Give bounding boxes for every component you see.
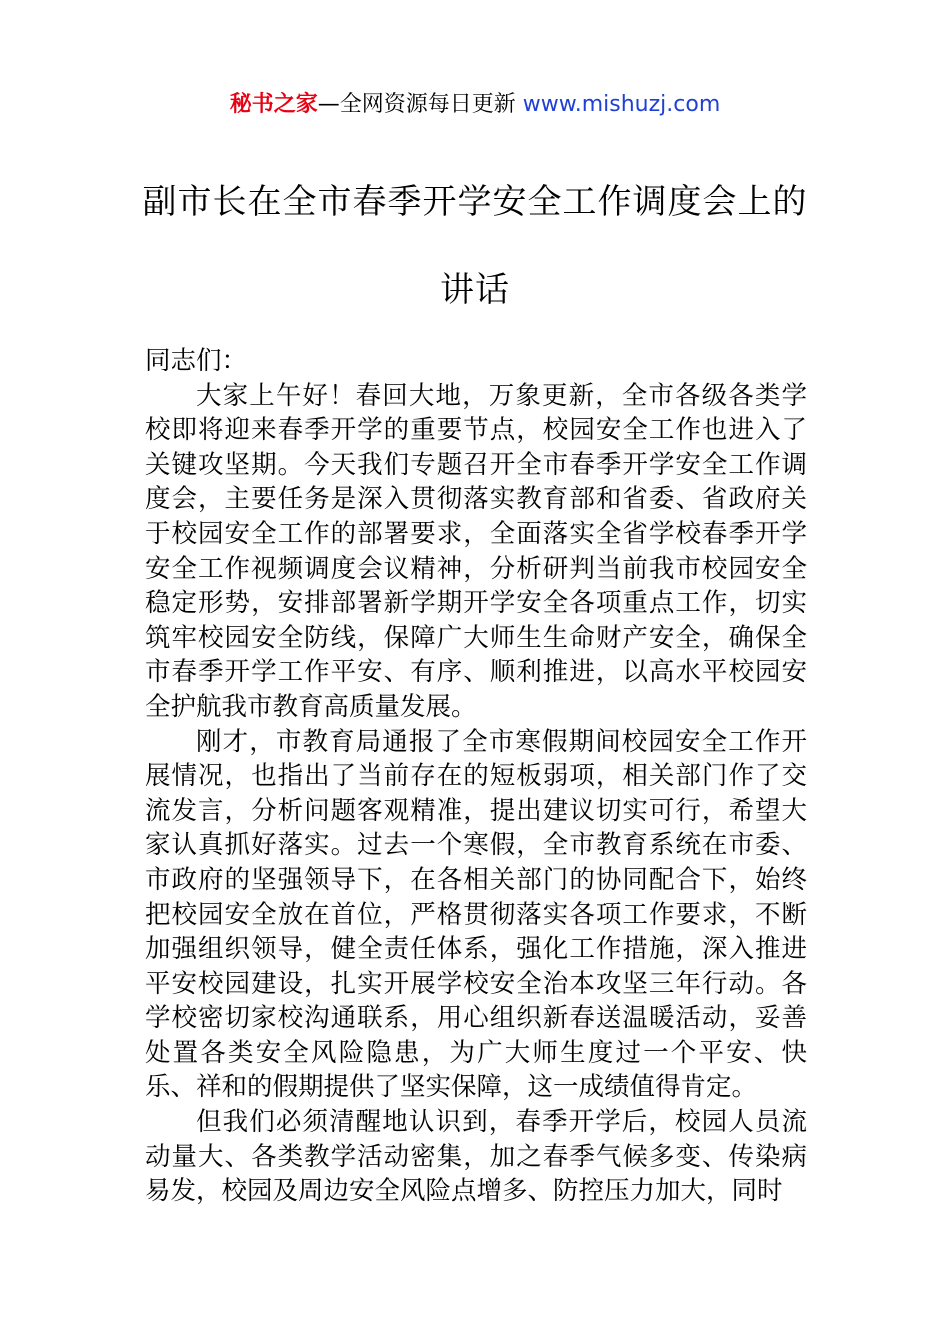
site-header — [0, 88, 950, 122]
body-paragraph: 刚才，市教育局通报了全市寒假期间校园安全工作开展情况，也指出了当前存在的短板弱项，相关部门作了交流发言，分析问题客观精准，提出建议切实可行，希望大家认真抓好落实。过去一个寒假，全市教育系统在市委、市政府的坚强领导下，在各相关部门的协同配合下，始终把校园安全放在首位，严格贯彻落实各项工作要求，不断加强组织领导，健全责任体系，强化工作措施，深入推进平安校园建设，扎实开展学校安全治本攻坚三年行动。各学校密切家校沟通联系，用心组织新春送温暖活动，妥善处置各类安全风险隐患，为广大师生度过一个平安、快乐、祥和的假期提供了坚实保障，这一成绩值得肯定。 — [145, 726, 807, 1103]
site-url-link[interactable]: www.mishuzj.com — [522, 92, 721, 117]
salutation: 同志们： — [145, 346, 248, 376]
body-paragraph: 但我们必须清醒地认识到，春季开学后，校园人员流动量大、各类教学活动密集，加之春季气候多变、传染病易发，校园及周边安全风险点增多、防控压力加大，同时 — [145, 1107, 807, 1207]
document-body — [145, 344, 807, 1209]
body-paragraph: 大家上午好！春回大地，万象更新，全市各级各类学校即将迎来春季开学的重要节点，校园安全工作也进入了关键攻坚期。今天我们专题召开全市春季开学安全工作调度会，主要任务是深入贯彻落实教育部和省委、省政府关于校园安全工作的部署要求，全面落实全省学校春季开学安全工作视频调度会议精神，分析研判当前我市校园安全稳定形势，安排部署新学期开学安全各项重点工作，切实筑牢校园安全防线，保障广大师生生命财产安全，确保全市春季开学工作平安、有序、顺利推进，以高水平校园安全护航我市教育高质量发展。 — [145, 380, 807, 722]
document-title: 副市长在全市春季开学安全工作调度会上的讲话 — [142, 182, 808, 310]
site-brand: 秘书之家 — [229, 92, 318, 117]
site-tagline: —全网资源每日更新 — [317, 92, 523, 117]
